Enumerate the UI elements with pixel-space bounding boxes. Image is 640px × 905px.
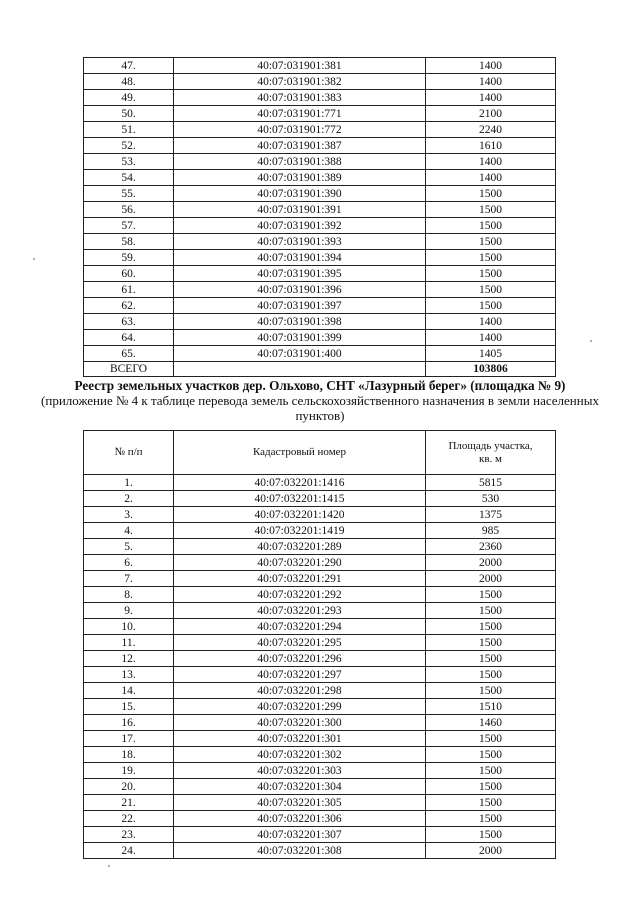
cadastral-number: 40:07:032201:303 [174, 763, 426, 779]
plot-area: 1400 [426, 170, 556, 186]
table-row [84, 282, 556, 298]
row-number: 12. [84, 651, 174, 667]
cadastral-number: 40:07:031901:383 [174, 90, 426, 106]
cadastral-number: 40:07:031901:398 [174, 314, 426, 330]
table-row [84, 683, 556, 699]
cadastral-number: 40:07:032201:292 [174, 587, 426, 603]
plot-area: 1500 [426, 266, 556, 282]
cadastral-number: 40:07:032201:299 [174, 699, 426, 715]
row-number: 24. [84, 843, 174, 859]
cadastral-number: 40:07:032201:290 [174, 555, 426, 571]
cadastral-number: 40:07:031901:390 [174, 186, 426, 202]
row-number: 9. [84, 603, 174, 619]
row-number: 48. [84, 74, 174, 90]
plot-area: 1500 [426, 202, 556, 218]
table-row [84, 186, 556, 202]
cadastral-number: 40:07:031901:381 [174, 58, 426, 74]
cadastral-number: 40:07:031901:771 [174, 106, 426, 122]
header-area: Площадь участка, кв. м [426, 431, 556, 475]
table-row [84, 731, 556, 747]
plot-area: 1375 [426, 507, 556, 523]
row-number: 56. [84, 202, 174, 218]
row-number: 11. [84, 635, 174, 651]
cadastral-number: 40:07:031901:395 [174, 266, 426, 282]
row-number: 4. [84, 523, 174, 539]
table-row [84, 491, 556, 507]
plot-area: 1610 [426, 138, 556, 154]
registry-table [83, 430, 556, 859]
row-number: 22. [84, 811, 174, 827]
table-row [84, 667, 556, 683]
cadastral-number: 40:07:032201:1420 [174, 507, 426, 523]
cadastral-number: 40:07:031901:400 [174, 346, 426, 362]
table-row [84, 475, 556, 491]
plot-area: 1500 [426, 282, 556, 298]
plot-area: 985 [426, 523, 556, 539]
row-number: 1. [84, 475, 174, 491]
cadastral-number: 40:07:032201:1416 [174, 475, 426, 491]
row-number: 19. [84, 763, 174, 779]
table-row [84, 74, 556, 90]
table-row [84, 811, 556, 827]
cadastral-number: 40:07:032201:293 [174, 603, 426, 619]
row-number: 61. [84, 282, 174, 298]
plot-area: 1500 [426, 603, 556, 619]
cadastral-number: 40:07:032201:296 [174, 651, 426, 667]
row-number: 21. [84, 795, 174, 811]
registry-table-body [84, 475, 556, 859]
cadastral-number: 40:07:031901:389 [174, 170, 426, 186]
table-row [84, 330, 556, 346]
plot-area: 1400 [426, 90, 556, 106]
plot-area: 1500 [426, 298, 556, 314]
row-number: 49. [84, 90, 174, 106]
plot-area: 1400 [426, 314, 556, 330]
registry-table-continued-body [84, 58, 556, 362]
cadastral-number: 40:07:031901:394 [174, 250, 426, 266]
cadastral-number: 40:07:032201:295 [174, 635, 426, 651]
table-row [84, 170, 556, 186]
row-number: 14. [84, 683, 174, 699]
row-number: 51. [84, 122, 174, 138]
cadastral-number: 40:07:032201:304 [174, 779, 426, 795]
plot-area: 1500 [426, 747, 556, 763]
cadastral-number: 40:07:032201:301 [174, 731, 426, 747]
plot-area: 2240 [426, 122, 556, 138]
row-number: 17. [84, 731, 174, 747]
table-row [84, 795, 556, 811]
row-number: 64. [84, 330, 174, 346]
row-number: 58. [84, 234, 174, 250]
registry-table-continued [83, 57, 556, 377]
cadastral-number: 40:07:031901:392 [174, 218, 426, 234]
row-number: 18. [84, 747, 174, 763]
table-row [84, 314, 556, 330]
table-row [84, 747, 556, 763]
table-row [84, 202, 556, 218]
section-heading [40, 378, 600, 423]
section-subtitle: (приложение № 4 к таблице перевода земель сельскохозяйственного назначения в земли населенных пунктов) [41, 393, 599, 423]
row-number: 8. [84, 587, 174, 603]
row-number: 63. [84, 314, 174, 330]
table-row [84, 699, 556, 715]
plot-area: 1500 [426, 635, 556, 651]
table-row [84, 507, 556, 523]
table-row [84, 523, 556, 539]
row-number: 47. [84, 58, 174, 74]
plot-area: 2000 [426, 555, 556, 571]
scan-speck [33, 258, 35, 260]
table-row [84, 603, 556, 619]
table-row [84, 651, 556, 667]
plot-area: 530 [426, 491, 556, 507]
cadastral-number: 40:07:032201:307 [174, 827, 426, 843]
plot-area: 2360 [426, 539, 556, 555]
cadastral-number: 40:07:031901:397 [174, 298, 426, 314]
table-row [84, 587, 556, 603]
plot-area: 1500 [426, 667, 556, 683]
table-row [84, 218, 556, 234]
header-row [84, 431, 556, 475]
cadastral-number: 40:07:032201:308 [174, 843, 426, 859]
row-number: 10. [84, 619, 174, 635]
cadastral-number: 40:07:031901:387 [174, 138, 426, 154]
cadastral-number: 40:07:032201:300 [174, 715, 426, 731]
plot-area: 1500 [426, 763, 556, 779]
plot-area: 1500 [426, 795, 556, 811]
table-row [84, 539, 556, 555]
table-row [84, 266, 556, 282]
row-number: 55. [84, 186, 174, 202]
plot-area: 1500 [426, 811, 556, 827]
cadastral-number: 40:07:032201:306 [174, 811, 426, 827]
table-row [84, 346, 556, 362]
header-number: № п/п [84, 431, 174, 475]
scan-speck [108, 865, 110, 867]
cadastral-number: 40:07:031901:388 [174, 154, 426, 170]
row-number: 6. [84, 555, 174, 571]
plot-area: 1405 [426, 346, 556, 362]
table-row [84, 635, 556, 651]
row-number: 2. [84, 491, 174, 507]
total-empty-cell [174, 362, 426, 377]
table-row [84, 250, 556, 266]
cadastral-number: 40:07:032201:291 [174, 571, 426, 587]
row-number: 59. [84, 250, 174, 266]
plot-area: 1400 [426, 74, 556, 90]
table-row [84, 619, 556, 635]
plot-area: 1500 [426, 619, 556, 635]
cadastral-number: 40:07:031901:393 [174, 234, 426, 250]
row-number: 3. [84, 507, 174, 523]
row-number: 60. [84, 266, 174, 282]
plot-area: 1400 [426, 330, 556, 346]
total-value: 103806 [426, 362, 556, 377]
table-row [84, 571, 556, 587]
cadastral-number: 40:07:032201:302 [174, 747, 426, 763]
header-cadastral: Кадастровый номер [174, 431, 426, 475]
row-number: 16. [84, 715, 174, 731]
row-number: 15. [84, 699, 174, 715]
scan-speck [590, 340, 592, 342]
row-number: 7. [84, 571, 174, 587]
row-number: 65. [84, 346, 174, 362]
table-row [84, 763, 556, 779]
plot-area: 1500 [426, 234, 556, 250]
cadastral-number: 40:07:031901:772 [174, 122, 426, 138]
cadastral-number: 40:07:032201:1419 [174, 523, 426, 539]
cadastral-number: 40:07:032201:294 [174, 619, 426, 635]
table-row [84, 90, 556, 106]
plot-area: 1500 [426, 218, 556, 234]
table-row [84, 122, 556, 138]
cadastral-number: 40:07:032201:298 [174, 683, 426, 699]
cadastral-number: 40:07:031901:382 [174, 74, 426, 90]
row-number: 62. [84, 298, 174, 314]
table-row [84, 58, 556, 74]
table-row [84, 234, 556, 250]
plot-area: 1400 [426, 58, 556, 74]
cadastral-number: 40:07:031901:399 [174, 330, 426, 346]
table-row [84, 555, 556, 571]
plot-area: 1500 [426, 186, 556, 202]
table-row [84, 715, 556, 731]
cadastral-number: 40:07:031901:391 [174, 202, 426, 218]
row-number: 54. [84, 170, 174, 186]
row-number: 13. [84, 667, 174, 683]
cadastral-number: 40:07:031901:396 [174, 282, 426, 298]
plot-area: 1460 [426, 715, 556, 731]
plot-area: 1500 [426, 651, 556, 667]
total-label: ВСЕГО [84, 362, 174, 377]
cadastral-number: 40:07:032201:297 [174, 667, 426, 683]
row-number: 50. [84, 106, 174, 122]
row-number: 20. [84, 779, 174, 795]
row-number: 52. [84, 138, 174, 154]
plot-area: 1500 [426, 731, 556, 747]
plot-area: 1500 [426, 250, 556, 266]
table-row [84, 827, 556, 843]
plot-area: 1510 [426, 699, 556, 715]
row-number: 53. [84, 154, 174, 170]
table-row [84, 779, 556, 795]
plot-area: 1500 [426, 779, 556, 795]
table-row [84, 298, 556, 314]
plot-area: 1400 [426, 154, 556, 170]
table-row [84, 138, 556, 154]
cadastral-number: 40:07:032201:1415 [174, 491, 426, 507]
plot-area: 2000 [426, 571, 556, 587]
plot-area: 2100 [426, 106, 556, 122]
cadastral-number: 40:07:032201:289 [174, 539, 426, 555]
row-number: 57. [84, 218, 174, 234]
table-row [84, 106, 556, 122]
plot-area: 1500 [426, 587, 556, 603]
total-row [84, 362, 556, 377]
plot-area: 1500 [426, 683, 556, 699]
section-title: Реестр земельных участков дер. Ольхово, СНТ «Лазурный берег» (площадка № 9) [74, 378, 566, 393]
plot-area: 2000 [426, 843, 556, 859]
cadastral-number: 40:07:032201:305 [174, 795, 426, 811]
plot-area: 1500 [426, 827, 556, 843]
plot-area: 5815 [426, 475, 556, 491]
row-number: 23. [84, 827, 174, 843]
row-number: 5. [84, 539, 174, 555]
table-row [84, 843, 556, 859]
table-row [84, 154, 556, 170]
